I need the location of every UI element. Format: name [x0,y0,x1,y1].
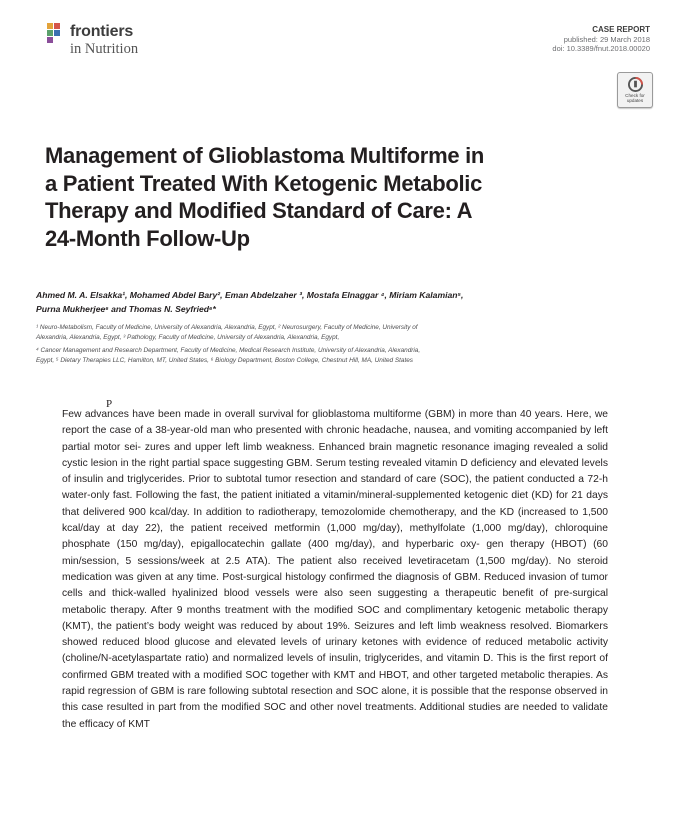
article-title: Management of Glioblastoma Multiforme in a Patient Treated With Ketogenic Metabolic Therapy and Modified Standard of Care: A 24-Month Follow-Up [45,143,485,251]
author-list: Ahmed M. A. Elsakka¹, Mohamed Abdel Bary², Eman Abdelzaher ³, Mostafa Elnaggar ⁴, Miriam Kalamian⁵, Purna Mukherjee⁶ and Thomas N. Seyfried⁶* [36,290,464,314]
update-check-icon [628,77,643,92]
check-for-updates-button[interactable] [617,72,653,108]
journal-subtitle: in Nutrition [70,41,139,57]
affiliations [36,323,436,365]
affiliation-block-1: ¹ Neuro-Metabolism, Faculty of Medicine, University of Alexandria, Alexandria, Egypt, ² Neurosurgery, Faculty of Medicine, University of Alexandria, Alexandria, Egypt, ³ Pathology, Faculty of Medicine, University of Alexandria, Alexandria, Egypt, [36,324,418,341]
doi[interactable]: doi: 10.3389/fnut.2018.00020 [552,44,650,53]
check-label-line2: updates [626,98,644,103]
stray-letter: P [106,398,113,410]
frontiers-logo-icon [46,22,68,44]
published-date: published: 29 March 2018 [563,34,650,44]
article-meta [552,25,650,54]
article-type: CASE REPORT [592,25,650,34]
affiliation-block-2: ⁴ Cancer Management and Research Department, Faculty of Medicine, Medical Research Institute, University of Alexandria, Alexandria, Egypt, ⁵ Dietary Therapies LLC, Hamilton, MT, United States, ⁶ Biology Department, Boston College, Chestnut Hill, MA, United States [36,347,421,364]
abstract-text: Few advances have been made in overall survival for glioblastoma multiforme (GBM) in more than 40 years. Here, we report the case of a 38-year-old man who presented with chronic headache, nausea, and vomiting accompanied by left partial motor sei- zures and upper left limb weakness. Enhanced brain magnetic resonance imaging revealed a solid cystic lesion in the right partial space suggesting GBM. Serum testing revealed vitamin D deficiency and elevated levels of insulin and triglycerides. Prior to subtotal tumor resection and standard of care (SOC), the patient conducted a 72-h water-only fast. Following the fast, the patient initiated a vitamin/mineral-supplemented ketogenic diet (KD) for 21 days that delivered 900 kcal/day. In addition to radiotherapy, temozolomide chemotherapy, and the KD (increased to 1,500 kcal/day at day 22), the patient received metformin (1,000 mg/day), methylfolate (1,000 mg/day), chloroquine phosphate (150 mg/day), epigallocatechin gallate (400 mg/day), and hyperbaric oxy- gen therapy (HBOT) (60 min/session, 5 sessions/week at 2.5 ATA). The patient also received levetiracetam (1,500 mg/day). No steroid medication was given at any time. Post-surgical histology confirmed the diagnosis of GBM. Reduced invasion of tumor cells and thick-walled hyalinized blood vessels were also seen suggesting a therapeutic benefit of pre-surgical metabolic therapy. After 9 months treatment with the modified SOC and complimentary ketogenic metabolic therapy (KMT), the patient’s body weight was reduced by about 19%. Seizures and left limb weakness resolved. Biomarkers showed reduced blood glucose and elevated levels of urinary ketones with evidence of reduced metabolic activity (choline/N-acetylaspartate ratio) and normalized levels of insulin, triglycerides, and vitamin D. This is the first report of confirmed GBM treated with a modified SOC together with KMT and HBOT, and other targeted metabolic therapies. As rapid regression of GBM is rare following subtotal resection and SOC alone, it is possible that the response observed in this case resulted in part from the modified SOC and other novel treatments. Additional studies are needed to validate the efficacy of KMT [62,409,608,730]
check-label-line1: Check for [625,93,645,98]
journal-logo [46,19,186,59]
journal-name: frontiers [70,23,134,40]
